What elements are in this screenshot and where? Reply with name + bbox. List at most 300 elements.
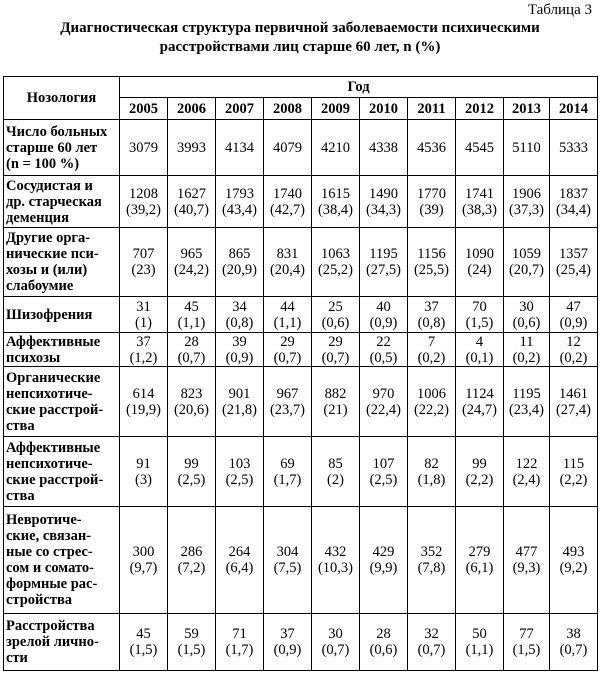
case-percent: (0,9): [273, 642, 302, 658]
value-cell: [264, 367, 312, 437]
nosology-name-line: хозы и (или): [6, 262, 88, 278]
morbidity-table: [3, 76, 598, 671]
case-count: 614: [132, 385, 155, 402]
value-cell: [550, 228, 598, 297]
table-row: [4, 333, 598, 367]
case-count: 71: [232, 626, 247, 642]
nosology-name-line: Органические: [6, 369, 101, 386]
value-cell: [360, 437, 408, 507]
nosology-name-line: ские расстрой-: [6, 471, 104, 488]
value-cell: [216, 120, 264, 176]
value-cell: [168, 614, 216, 671]
case-percent: (0,9): [369, 314, 398, 331]
case-count: 1906: [512, 185, 541, 202]
case-count: 45: [184, 298, 199, 315]
case-percent: (38,4): [317, 201, 354, 218]
case-count: 39: [232, 333, 247, 350]
case-count: 115: [562, 455, 585, 472]
case-percent: (27,5): [365, 262, 402, 278]
case-percent: (9,7): [129, 560, 158, 576]
case-count: 823: [180, 385, 203, 402]
year-header: 2008: [264, 98, 312, 120]
value-cell: [312, 176, 360, 228]
nosology-name: [4, 614, 120, 671]
case-count: 4545: [465, 139, 494, 156]
case-percent: (0,9): [225, 349, 254, 366]
value-cell: [408, 614, 456, 671]
case-count: 286: [180, 544, 203, 560]
value-cell: [550, 297, 598, 333]
case-count: 107: [372, 455, 395, 472]
case-percent: (1,7): [273, 471, 302, 488]
value-cell: [360, 120, 408, 176]
value-cell: [312, 120, 360, 176]
case-count: 91: [136, 455, 151, 472]
value-cell: [504, 333, 550, 367]
table-title: [0, 19, 600, 57]
value-cell: [312, 228, 360, 297]
value-cell: [120, 297, 168, 333]
nosology-name-line: старше 60 лет: [6, 139, 98, 156]
case-percent: (20,7): [508, 262, 545, 278]
value-cell: [360, 333, 408, 367]
value-cell: [216, 437, 264, 507]
nosology-name-line: нические пси-: [6, 246, 99, 262]
case-percent: (1,8): [417, 471, 446, 488]
case-count: 432: [324, 544, 347, 560]
nosology-name-line: Другие орга-: [6, 230, 91, 246]
nosology-name-line: стройства: [6, 592, 73, 608]
value-cell: [550, 333, 598, 367]
case-count: 70: [472, 298, 487, 315]
case-percent: (0,9): [559, 314, 588, 331]
case-count: 1059: [512, 246, 541, 262]
value-cell: [550, 507, 598, 614]
value-cell: [550, 367, 598, 437]
case-percent: (7,5): [273, 560, 302, 576]
value-cell: [168, 333, 216, 367]
nosology-name-line: Расстройства: [6, 618, 95, 634]
value-cell: [168, 367, 216, 437]
value-cell: [216, 367, 264, 437]
case-count: 1615: [321, 185, 350, 202]
value-cell: [312, 367, 360, 437]
case-count: 1490: [369, 185, 398, 202]
value-cell: [360, 367, 408, 437]
case-count: 4210: [321, 139, 350, 156]
case-count: 4079: [273, 139, 302, 156]
value-cell: [264, 507, 312, 614]
case-percent: (21): [323, 401, 348, 418]
case-count: 34: [232, 298, 247, 315]
case-percent: (22,2): [413, 401, 450, 418]
case-count: 1006: [417, 385, 446, 402]
nosology-name: [4, 297, 120, 333]
case-count: 103: [228, 455, 251, 472]
case-percent: (23,4): [508, 401, 545, 418]
nosology-name-line: ские расстрой-: [6, 401, 104, 418]
case-count: 3079: [129, 139, 158, 156]
case-percent: (9,9): [369, 560, 398, 576]
value-cell: [120, 120, 168, 176]
value-cell: [216, 507, 264, 614]
case-count: 4338: [369, 139, 398, 156]
title-line: Диагностическая структура первичной заболеваемости психическими: [60, 20, 540, 36]
case-percent: (39): [419, 201, 444, 218]
case-count: 1195: [369, 246, 398, 262]
case-count: 4134: [225, 139, 254, 156]
nosology-name: [4, 367, 120, 437]
nosology-name-line: сом и сомато-: [6, 560, 94, 576]
value-cell: [504, 507, 550, 614]
case-percent: (10,3): [317, 560, 354, 576]
value-cell: [168, 120, 216, 176]
case-count: 30: [328, 626, 343, 642]
value-cell: [264, 333, 312, 367]
table-row: [4, 614, 598, 671]
case-count: 352: [420, 544, 443, 560]
value-cell: [216, 176, 264, 228]
year-group-header: Год: [120, 77, 598, 98]
case-percent: (21,8): [221, 401, 258, 418]
value-cell: [550, 176, 598, 228]
case-percent: (25,2): [317, 262, 354, 278]
value-cell: [264, 437, 312, 507]
case-percent: (24): [467, 262, 492, 278]
case-percent: (22,4): [365, 401, 402, 418]
case-percent: (9,3): [512, 560, 541, 576]
case-count: 493: [562, 544, 585, 560]
year-header: 2009: [312, 98, 360, 120]
value-cell: [168, 507, 216, 614]
case-count: 304: [276, 544, 299, 560]
nosology-name: [4, 507, 120, 614]
nosology-name: [4, 228, 120, 297]
case-percent: (24,7): [461, 401, 498, 418]
case-count: 37: [280, 626, 295, 642]
case-count: 122: [515, 455, 538, 472]
nosology-name-line: Шизофрения: [6, 306, 93, 323]
table-row: [4, 297, 598, 333]
table-row: [4, 176, 598, 228]
case-percent: (0,7): [321, 642, 350, 658]
case-count: 1461: [559, 385, 588, 402]
case-percent: (20,6): [173, 401, 210, 418]
value-cell: [312, 437, 360, 507]
value-cell: [168, 297, 216, 333]
case-percent: (0,7): [417, 642, 446, 658]
case-percent: (0,6): [321, 314, 350, 331]
case-count: 30: [519, 298, 534, 315]
case-count: 4536: [417, 139, 446, 156]
case-percent: (0,2): [512, 349, 541, 366]
case-percent: (43,4): [221, 201, 258, 218]
case-count: 28: [184, 333, 199, 350]
value-cell: [504, 367, 550, 437]
nosology-name-line: непсихотиче-: [6, 385, 93, 402]
value-cell: [216, 297, 264, 333]
case-count: 59: [184, 626, 199, 642]
value-cell: [168, 176, 216, 228]
nosology-name-line: Аффективные: [6, 333, 101, 350]
case-percent: (34,4): [555, 201, 592, 218]
case-count: 1063: [321, 246, 350, 262]
case-count: 1837: [559, 185, 588, 202]
value-cell: [312, 297, 360, 333]
value-cell: [168, 437, 216, 507]
case-percent: (0,7): [559, 642, 588, 658]
case-count: 47: [566, 298, 581, 315]
case-percent: (25,4): [555, 262, 592, 278]
case-percent: (0,5): [369, 349, 398, 366]
case-percent: (24,2): [173, 262, 210, 278]
year-header: 2010: [360, 98, 408, 120]
case-percent: (0,7): [321, 349, 350, 366]
case-percent: (1,5): [177, 642, 206, 658]
nosology-name-line: психозы: [6, 349, 61, 366]
case-percent: (0,2): [417, 349, 446, 366]
value-cell: [550, 437, 598, 507]
case-percent: (0,7): [177, 349, 206, 366]
case-count: 1627: [177, 185, 206, 202]
value-cell: [408, 228, 456, 297]
nosology-name-line: Число больных: [6, 123, 108, 140]
nosology-name-line: сти: [6, 650, 28, 666]
value-cell: [120, 507, 168, 614]
value-cell: [456, 367, 504, 437]
case-count: 29: [280, 333, 295, 350]
case-percent: (34,3): [365, 201, 402, 218]
table-row: [4, 437, 598, 507]
case-percent: (3): [135, 471, 152, 488]
case-percent: (6,1): [465, 560, 494, 576]
case-percent: (1,1): [177, 314, 206, 331]
case-count: 1090: [465, 246, 494, 262]
case-percent: (20,4): [269, 262, 306, 278]
case-percent: (40,7): [173, 201, 210, 218]
value-cell: [456, 437, 504, 507]
case-count: 429: [372, 544, 395, 560]
case-percent: (1,1): [465, 642, 494, 658]
case-percent: (1,5): [512, 642, 541, 658]
nosology-name: [4, 120, 120, 176]
case-count: 32: [424, 626, 439, 642]
value-cell: [408, 437, 456, 507]
case-percent: (1,1): [273, 314, 302, 331]
value-cell: [408, 367, 456, 437]
value-cell: [264, 228, 312, 297]
case-percent: (0,7): [273, 349, 302, 366]
nosology-name-line: Аффективные: [6, 439, 101, 456]
case-percent: (1): [135, 314, 152, 331]
case-count: 44: [280, 298, 295, 315]
case-count: 7: [427, 333, 436, 350]
case-count: 970: [372, 385, 395, 402]
table-row: [4, 228, 598, 297]
value-cell: [504, 297, 550, 333]
year-header: 2011: [408, 98, 456, 120]
case-count: 37: [136, 333, 151, 350]
case-count: 477: [515, 544, 538, 560]
value-cell: [408, 507, 456, 614]
case-count: 1156: [417, 246, 446, 262]
nosology-name: [4, 333, 120, 367]
value-cell: [504, 176, 550, 228]
nosology-name: [4, 176, 120, 228]
case-count: 31: [136, 298, 151, 315]
nosology-name-line: др. старческая: [6, 193, 102, 210]
value-cell: [120, 176, 168, 228]
case-percent: (20,9): [221, 262, 258, 278]
case-percent: (1,5): [465, 314, 494, 331]
case-count: 82: [424, 455, 439, 472]
case-count: 5110: [512, 139, 541, 156]
case-percent: (9,2): [559, 560, 588, 576]
nosology-name: [4, 437, 120, 507]
case-percent: (23,7): [269, 401, 306, 418]
value-cell: [312, 333, 360, 367]
year-header: 2005: [120, 98, 168, 120]
nosology-name-line: ные со стрес-: [6, 544, 93, 560]
case-percent: (0,8): [417, 314, 446, 331]
year-header: 2014: [550, 98, 598, 120]
nosology-name-line: ства: [6, 487, 35, 504]
case-percent: (1,2): [129, 349, 158, 366]
case-percent: (2,5): [369, 471, 398, 488]
case-count: 264: [228, 544, 251, 560]
value-cell: [120, 228, 168, 297]
case-percent: (2,2): [559, 471, 588, 488]
case-count: 1124: [465, 385, 494, 402]
value-cell: [264, 120, 312, 176]
case-count: 99: [184, 455, 199, 472]
value-cell: [168, 228, 216, 297]
case-count: 882: [324, 385, 347, 402]
case-count: 85: [328, 455, 343, 472]
year-header: 2007: [216, 98, 264, 120]
case-percent: (0,6): [512, 314, 541, 331]
value-cell: [456, 614, 504, 671]
value-cell: [264, 176, 312, 228]
case-percent: (25,5): [413, 262, 450, 278]
case-count: 1770: [417, 185, 446, 202]
case-count: 29: [328, 333, 343, 350]
case-percent: (2,5): [177, 471, 206, 488]
case-percent: (2): [327, 471, 344, 488]
nosology-name-line: формные рас-: [6, 576, 98, 592]
case-count: 3993: [177, 139, 206, 156]
case-count: 865: [228, 246, 251, 262]
value-cell: [408, 120, 456, 176]
value-cell: [264, 297, 312, 333]
nosology-name-line: ства: [6, 417, 35, 434]
value-cell: [360, 614, 408, 671]
value-cell: [216, 333, 264, 367]
case-count: 1793: [225, 185, 254, 202]
title-line: расстройствами лиц старше 60 лет, n (%): [159, 39, 441, 55]
case-count: 279: [468, 544, 491, 560]
value-cell: [360, 228, 408, 297]
case-count: 1740: [273, 185, 302, 202]
case-count: 25: [328, 298, 343, 315]
value-cell: [504, 614, 550, 671]
value-cell: [504, 437, 550, 507]
table-label: Таблица 3: [527, 2, 592, 18]
year-header: 2006: [168, 98, 216, 120]
nosology-name-line: слабоумие: [6, 278, 74, 294]
value-cell: [120, 614, 168, 671]
case-count: 1741: [465, 185, 494, 202]
case-count: 69: [280, 455, 295, 472]
case-percent: (2,2): [465, 471, 494, 488]
value-cell: [360, 507, 408, 614]
nosology-name-line: (n = 100 %): [6, 155, 80, 172]
value-cell: [456, 120, 504, 176]
value-cell: [264, 614, 312, 671]
case-count: 4: [475, 333, 484, 350]
case-count: 50: [472, 626, 487, 642]
value-cell: [550, 614, 598, 671]
value-cell: [504, 228, 550, 297]
case-count: 831: [276, 246, 299, 262]
case-count: 37: [424, 298, 439, 315]
case-count: 1357: [559, 246, 588, 262]
value-cell: [216, 228, 264, 297]
value-cell: [408, 176, 456, 228]
case-percent: (0,6): [369, 642, 398, 658]
year-header: 2012: [456, 98, 504, 120]
case-count: 967: [276, 385, 299, 402]
case-percent: (42,7): [269, 201, 306, 218]
case-percent: (7,2): [177, 560, 206, 576]
table-row: [4, 507, 598, 614]
case-count: 707: [132, 246, 155, 262]
value-cell: [408, 333, 456, 367]
case-count: 38: [566, 626, 581, 642]
value-cell: [312, 507, 360, 614]
value-cell: [456, 333, 504, 367]
value-cell: [456, 176, 504, 228]
value-cell: [504, 120, 550, 176]
case-percent: (27,4): [555, 401, 592, 418]
value-cell: [408, 297, 456, 333]
case-percent: (2,4): [512, 471, 541, 488]
case-percent: (1,5): [129, 642, 158, 658]
case-percent: (0,2): [559, 349, 588, 366]
case-count: 40: [376, 298, 391, 315]
case-count: 99: [472, 455, 487, 472]
case-percent: (6,4): [225, 560, 254, 576]
case-count: 12: [566, 333, 581, 350]
nosology-name-line: деменция: [6, 209, 69, 226]
case-percent: (19,9): [125, 401, 162, 418]
case-percent: (23): [131, 262, 156, 278]
value-cell: [456, 297, 504, 333]
case-count: 1208: [129, 185, 158, 202]
case-count: 22: [376, 333, 391, 350]
case-percent: (0,8): [225, 314, 254, 331]
value-cell: [120, 367, 168, 437]
case-percent: (37,3): [508, 201, 545, 218]
nosology-name-line: ские, связан-: [6, 528, 92, 544]
case-percent: (38,3): [461, 201, 498, 218]
nosology-name-line: Сосудистая и: [6, 177, 93, 194]
value-cell: [456, 228, 504, 297]
case-percent: (39,2): [125, 201, 162, 218]
case-count: 77: [519, 626, 534, 642]
nosology-name-line: непсихотиче-: [6, 455, 93, 472]
table-row: [4, 120, 598, 176]
